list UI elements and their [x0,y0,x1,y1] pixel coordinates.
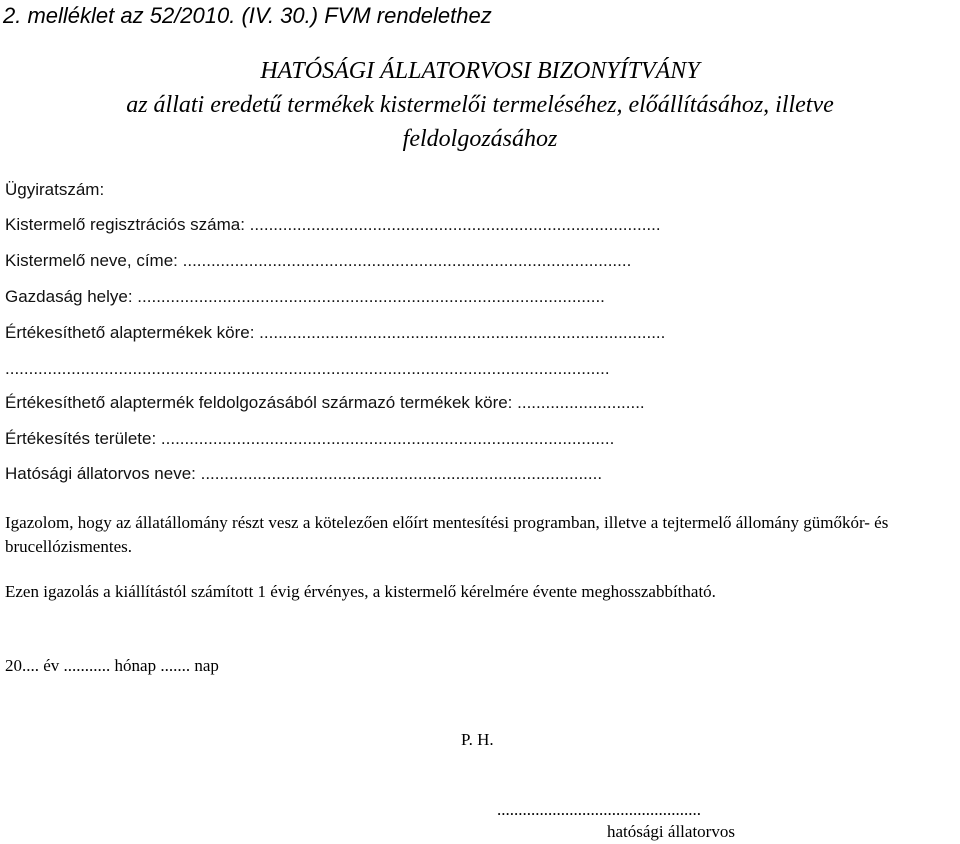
field-vet-name: Hatósági állatorvos neve: ..................................................................................... [5,464,603,483]
stamp-placeholder: P. H. [461,730,494,749]
field-producer-name-address: Kistermelő neve, címe: ............................................................................................... [5,251,632,270]
field-registration-number: Kistermelő regisztrációs száma: ....................................................................................... [5,215,661,234]
document-title: HATÓSÁGI ÁLLATORVOSI BIZONYÍTVÁNY [260,58,700,84]
document-subtitle-line2: feldolgozásához [402,126,558,152]
field-sales-area: Értékesítés területe: ................................................................................................ [5,429,615,448]
field-processed-products: Értékesíthető alaptermék feldolgozásából származó termékek köre: ........................... [5,393,645,412]
decree-reference: 2. melléklet az 52/2010. (IV. 30.) FVM rendelethez [3,3,492,28]
certification-statement: Igazolom, hogy az állatállomány részt vesz a kötelezően előírt mentesítési programban, illetve a tejtermelő állomány gümőkór- és brucellózismentes. [5,513,889,556]
field-basic-products-continued: ................................................................................................................................ [5,359,610,378]
field-basic-products: Értékesíthető alaptermékek köre: ...................................................................................... [5,323,666,342]
document-subtitle-line1: az állati eredetű termékek kistermelői termeléséhez, előállításához, illetve [126,92,834,118]
date-line: 20.... év ........... hónap ....... nap [5,656,219,675]
signature-title: hatósági állatorvos [607,822,735,841]
signature-line: ................................................ [497,800,701,819]
validity-statement: Ezen igazolás a kiállítástól számított 1 évig érvényes, a kistermelő kérelmére évente meghosszabbítható. [5,582,716,601]
field-file-number: Ügyiratszám: [5,180,105,199]
field-farm-location: Gazdaság helye: ................................................................................................... [5,287,605,306]
